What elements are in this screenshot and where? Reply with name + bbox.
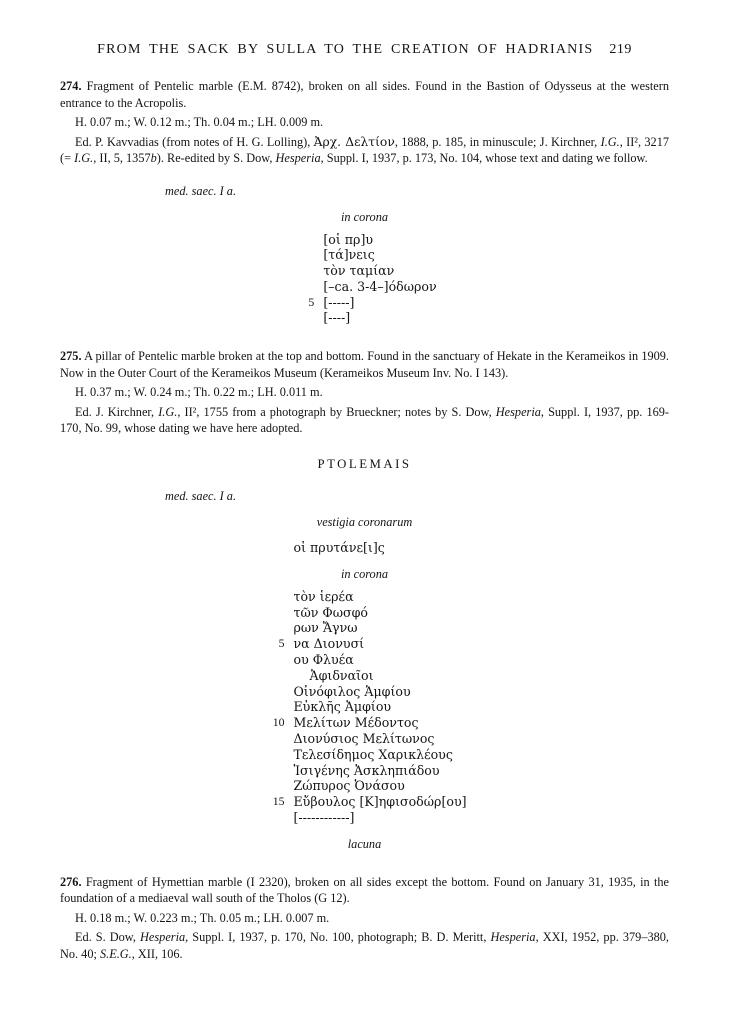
line-number	[292, 247, 323, 263]
line-number	[262, 652, 293, 668]
entry-276-edition: Ed. S. Dow, Hesperia, Suppl. I, 1937, p. 170, No. 100, photograph; B. D. Meritt, Hesperia, XXI, 1952, pp. 379–380, No. 40; S.E.G., XII, 106.	[60, 930, 669, 961]
entry-275-edition: Ed. J. Kirchner, I.G., II², 1755 from a photograph by Brueckner; notes by S. Dow, Hesperia, Suppl. I, 1937, pp. 169-170, No. 99, whose dating we have here adopted.	[60, 404, 669, 436]
greek-line	[262, 747, 466, 763]
line-number	[262, 589, 293, 605]
line-number	[262, 763, 293, 779]
entry-275-dimensions: H. 0.37 m.; W. 0.24 m.; Th. 0.22 m.; LH. 0.011 m.	[75, 385, 323, 400]
greek-line	[262, 715, 466, 731]
greek-line	[292, 310, 436, 326]
in-corona-label: in corona	[340, 566, 389, 581]
greek-line	[292, 263, 436, 279]
greek-line-text: τὸν ταμίαν	[323, 263, 395, 279]
entry-274-date-label: med. saec. I a.	[165, 183, 237, 198]
greek-line-text: Ζώπυρος Ὀνάσου	[293, 778, 405, 794]
line-number	[262, 605, 293, 621]
greek-line-text: ου Φλυέα	[293, 651, 354, 667]
greek-line-text: να Διονυσί	[293, 636, 365, 652]
line-number	[292, 232, 323, 248]
line-number	[292, 310, 323, 326]
greek-line	[262, 620, 466, 636]
greek-line-text: [οἱ πρ]υ	[323, 231, 374, 247]
line-number	[262, 810, 293, 826]
vestigia-coronarum-label: vestigia coronarum	[316, 514, 413, 529]
entry-275-inscription	[262, 514, 466, 852]
entry-274-edition: Ed. P. Kavvadias (from notes of H. G. Lolling), Ἀρχ. Δελτίον, 1888, p. 185, in minuscule; J. Kirchner, I.G., II², 3217 (= I.G., II, 5, 1357b). Re-edited by S. Dow, Hesperia, Suppl. I, 1937, p. 173, No. 104, whose text and dating we follow.	[60, 134, 669, 165]
greek-line	[262, 810, 466, 826]
greek-line-text: Διονύσιος Μελίτωνος	[293, 730, 435, 746]
line-number	[262, 684, 293, 700]
greek-line	[292, 279, 436, 295]
greek-line-text: [–ca. 3-4–]όδωρον	[323, 278, 437, 294]
entry-275	[60, 348, 669, 851]
greek-text-block	[262, 589, 466, 826]
greek-line-text: [------------]	[293, 809, 355, 825]
greek-line	[292, 247, 436, 263]
greek-line-text: τὸν ἱερέα	[293, 588, 354, 604]
line-number	[262, 668, 293, 684]
greek-line	[262, 668, 466, 684]
greek-line	[262, 778, 466, 794]
line-number	[262, 699, 293, 715]
entry-274-description: 274. Fragment of Pentelic marble (E.M. 8742), broken on all sides. Found in the Bastion of Odysseus at the western entrance to the Acropolis.	[60, 79, 669, 110]
greek-line	[262, 731, 466, 747]
greek-line	[292, 232, 436, 248]
greek-line	[262, 589, 466, 605]
line-number	[292, 279, 323, 295]
entry-276	[60, 874, 669, 963]
greek-line-text: Οἰνόφιλος Ἀμφίου	[293, 683, 411, 699]
greek-line-text: Ἀφιδναῖοι	[309, 667, 374, 683]
greek-line-text: τῶν Φωσφό	[293, 604, 368, 620]
greek-line-text: [----]	[323, 310, 351, 326]
greek-line	[262, 763, 466, 779]
greek-line-text: Ἰσιγένης Ἀσκληπιάδου	[293, 762, 440, 778]
greek-text-block	[292, 232, 436, 327]
greek-line-text: ρων Ἄγνω	[293, 620, 358, 636]
greek-line	[262, 684, 466, 700]
greek-line	[262, 699, 466, 715]
line-number	[262, 747, 293, 763]
entry-275-description: 275. A pillar of Pentelic marble broken at the top and bottom. Found in the sanctuary of Hekate in the Kerameikos in 1909. Now in the Outer Court of the Kerameikos Museum (Kerameikos Museum Inv. No. I 143).	[60, 349, 669, 380]
line-number	[292, 263, 323, 279]
entry-274-dimensions: H. 0.07 m.; W. 0.12 m.; Th. 0.04 m.; LH. 0.009 m.	[75, 115, 324, 129]
entry-276-dimensions: H. 0.18 m.; W. 0.223 m.; Th. 0.05 m.; LH. 0.007 m.	[75, 910, 330, 925]
greek-line-text: Εὔβουλος [Κ]ηφισοδώρ[ου]	[293, 794, 467, 810]
greek-line-text: Εὐκλῆς Ἀμφίου	[293, 699, 392, 715]
page-number: 219	[609, 42, 632, 57]
greek-line	[262, 652, 466, 668]
ptolemais-heading: PTOLEMAIS	[317, 456, 412, 471]
greek-line-text: Μελίτων Μέδοντος	[293, 715, 419, 731]
line-number: 5	[308, 294, 315, 309]
line-number	[262, 620, 293, 636]
in-corona-label: in corona	[340, 209, 389, 224]
header-title: FROM THE SACK BY SULLA TO THE CREATION OF HADRIANIS	[97, 42, 594, 57]
line-number: 15	[272, 794, 285, 809]
greek-line-text: [τά]νεις	[323, 247, 375, 263]
entry-274-inscription	[292, 209, 436, 327]
entry-276-description: 276. Fragment of Hymettian marble (I 2320), broken on all sides except the bottom. Found on January 31, 1935, in the foundation of a mediaeval wall south of the Tholos (G 12).	[60, 874, 669, 906]
greek-line-text: Τελεσίδημος Χαρικλέους	[293, 746, 453, 762]
greek-line	[262, 794, 466, 810]
greek-line	[262, 605, 466, 621]
prytaneis-line: οἱ πρυτάνε[ι]ς	[293, 539, 385, 555]
entry-275-date-label: med. saec. I a.	[165, 488, 237, 503]
greek-line	[262, 636, 466, 652]
line-number	[262, 731, 293, 747]
line-number: 5	[278, 636, 285, 651]
line-number	[262, 778, 293, 794]
lacuna-label: lacuna	[347, 836, 382, 851]
line-number: 10	[272, 715, 285, 730]
greek-line	[292, 295, 436, 311]
greek-line-text: [-----]	[323, 294, 355, 310]
running-head	[60, 42, 669, 58]
entry-274	[60, 78, 669, 326]
